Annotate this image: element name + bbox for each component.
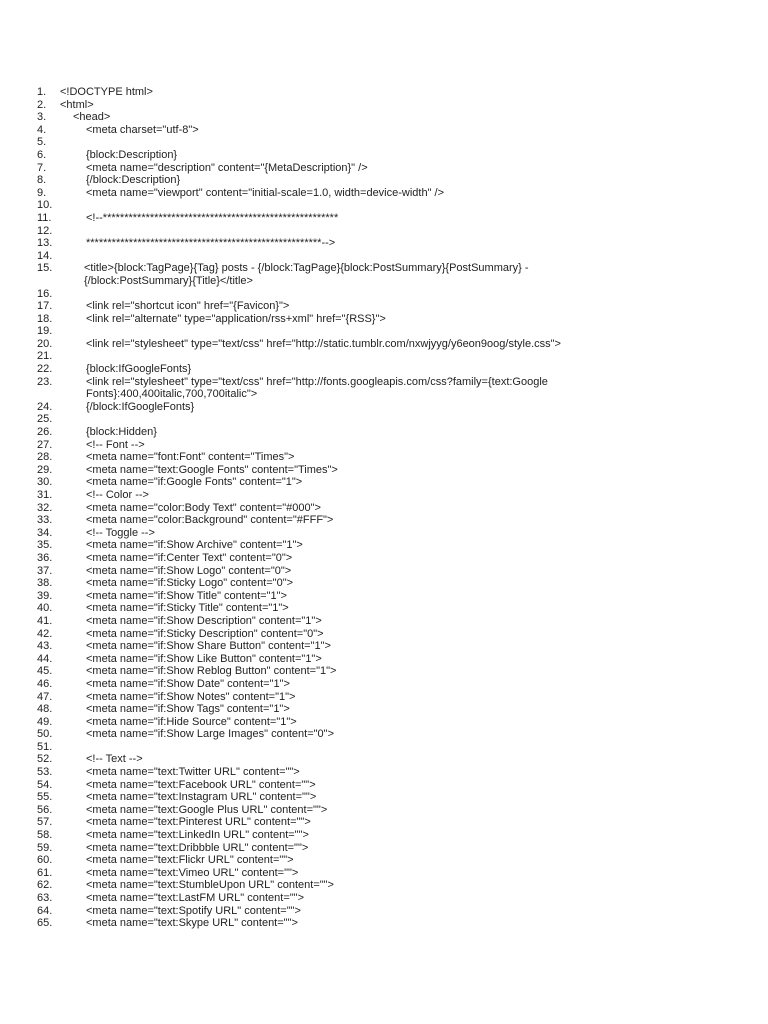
- code-listing: [37, 86, 737, 930]
- code-line: [37, 376, 737, 401]
- line-text: {/block:Description}: [86, 174, 181, 187]
- line-text: <meta name="if:Show Reblog Button" content="1">: [86, 665, 337, 678]
- line-text: <link rel="stylesheet" type="text/css" href="http://fonts.googleapis.com/css?family={text:Google Fonts}:400,400italic,700,700italic">: [86, 375, 548, 401]
- line-text: <meta name="text:Vimeo URL" content="">: [86, 866, 299, 879]
- line-number: 30.: [37, 476, 53, 489]
- line-number: 5.: [37, 136, 47, 149]
- code-line: [37, 514, 737, 527]
- line-number: 23.: [37, 375, 53, 388]
- line-text: <meta name="text:Skype URL" content="">: [86, 917, 298, 930]
- code-line: [37, 464, 737, 477]
- line-number: 11.: [37, 211, 52, 224]
- line-text: {block:Description}: [86, 148, 178, 161]
- line-text: <!-- Text -->: [86, 753, 143, 766]
- line-number: 39.: [37, 589, 53, 602]
- line-number: 19.: [37, 325, 53, 338]
- line-text: <meta name="if:Show Notes" content="1">: [86, 690, 296, 703]
- line-text: <head>: [73, 111, 111, 124]
- line-text: <meta name="if:Center Text" content="0">: [86, 551, 293, 564]
- line-text: <meta name="text:Facebook URL" content="">: [86, 778, 316, 791]
- code-line: [37, 288, 737, 301]
- line-number: 44.: [37, 652, 53, 665]
- code-line: [37, 779, 737, 792]
- line-text: <meta name="text:Pinterest URL" content="">: [86, 816, 311, 829]
- code-line: [37, 854, 737, 867]
- code-line: [37, 212, 737, 225]
- code-line: [37, 590, 737, 603]
- code-line: [37, 250, 737, 263]
- line-number: 35.: [37, 539, 53, 552]
- line-text: <!DOCTYPE html>: [60, 86, 153, 98]
- code-line: [37, 867, 737, 880]
- code-line: [37, 124, 737, 137]
- line-text: {/block:IfGoogleFonts}: [86, 400, 195, 413]
- line-text: <meta name="if:Show Tags" content="1">: [86, 703, 290, 716]
- code-line: [37, 401, 737, 414]
- line-text: <meta name="if:Show Description" content="1">: [86, 614, 322, 627]
- line-text: <meta name="text:Spotify URL" content="">: [86, 904, 301, 917]
- code-line: [37, 678, 737, 691]
- code-line: [37, 313, 737, 326]
- line-number: 21.: [37, 350, 53, 363]
- line-number: 1.: [37, 86, 47, 98]
- code-line: [37, 791, 737, 804]
- line-number: 24.: [37, 400, 53, 413]
- line-number: 10.: [37, 199, 53, 212]
- line-text: <meta name="if:Show Share Button" content="1">: [86, 640, 331, 653]
- line-number: 26.: [37, 426, 53, 439]
- code-line: [37, 199, 737, 212]
- line-number: 58.: [37, 829, 53, 842]
- line-number: 47.: [37, 690, 53, 703]
- code-line: [37, 640, 737, 653]
- line-number: 52.: [37, 753, 53, 766]
- code-line: [37, 565, 737, 578]
- line-text: <meta name="text:Google Fonts" content="Times">: [86, 463, 338, 476]
- code-line: [37, 149, 737, 162]
- code-line: [37, 111, 737, 124]
- line-number: 57.: [37, 816, 53, 829]
- code-line: [37, 766, 737, 779]
- line-number: 48.: [37, 703, 53, 716]
- line-number: 56.: [37, 803, 53, 816]
- line-number: 13.: [37, 237, 53, 250]
- code-line: [37, 804, 737, 817]
- line-text: <meta name="text:Twitter URL" content="">: [86, 766, 300, 779]
- line-number: 49.: [37, 715, 53, 728]
- line-number: 51.: [37, 740, 53, 753]
- line-number: 42.: [37, 627, 53, 640]
- line-text: <meta name="font:Font" content="Times">: [86, 451, 295, 464]
- line-text: *******************************************************-->: [86, 237, 336, 250]
- line-number: 32.: [37, 501, 53, 514]
- code-line: [37, 539, 737, 552]
- line-text: <meta name="text:StumbleUpon URL" content="">: [86, 879, 334, 892]
- line-text: <meta name="text:Google Plus URL" content="">: [86, 803, 328, 816]
- line-number: 54.: [37, 778, 53, 791]
- line-number: 65.: [37, 917, 53, 930]
- line-number: 45.: [37, 665, 53, 678]
- line-text: <meta name="text:Dribbble URL" content="">: [86, 841, 309, 854]
- line-number: 55.: [37, 791, 53, 804]
- line-number: 22.: [37, 363, 53, 376]
- code-line: [37, 703, 737, 716]
- line-text: <meta name="color:Background" content="#FFF">: [86, 514, 334, 527]
- line-number: 12.: [37, 224, 53, 237]
- line-number: 6.: [37, 148, 47, 161]
- code-line: [37, 350, 737, 363]
- code-line: [37, 628, 737, 641]
- line-text: <meta name="if:Show Like Button" content="1">: [86, 652, 322, 665]
- line-text: <meta name="color:Body Text" content="#000">: [86, 501, 321, 514]
- code-line: [37, 653, 737, 666]
- line-number: 4.: [37, 123, 47, 136]
- line-text: <meta name="if:Sticky Logo" content="0">: [86, 577, 294, 590]
- line-text: <meta name="description" content="{MetaDescription}" />: [86, 161, 368, 174]
- code-line: [37, 615, 737, 628]
- code-line: [37, 716, 737, 729]
- line-text: <link rel="shortcut icon" href="{Favicon}">: [86, 300, 290, 313]
- line-number: 14.: [37, 249, 53, 262]
- line-text: <meta name="if:Hide Source" content="1">: [86, 715, 297, 728]
- code-line: [37, 413, 737, 426]
- code-line: [37, 917, 737, 930]
- code-line: [37, 86, 737, 99]
- line-text: <meta name="if:Sticky Title" content="1">: [86, 602, 289, 615]
- line-text: <meta name="if:Show Archive" content="1">: [86, 539, 303, 552]
- line-number: 63.: [37, 892, 53, 904]
- line-number: 8.: [37, 174, 47, 187]
- line-number: 33.: [37, 514, 53, 527]
- line-text: <link rel="alternate" type="application/rss+xml" href="{RSS}">: [86, 312, 386, 325]
- code-line: [37, 426, 737, 439]
- line-text: <meta name="if:Show Title" content="1">: [86, 589, 287, 602]
- line-text: <meta name="if:Sticky Description" content="0">: [86, 627, 324, 640]
- line-text: <meta name="text:LinkedIn URL" content="">: [86, 829, 309, 842]
- line-text: {block:Hidden}: [86, 426, 157, 439]
- code-line: [37, 99, 737, 112]
- line-number: 62.: [37, 879, 53, 892]
- code-line: [37, 665, 737, 678]
- code-line: [37, 691, 737, 704]
- line-text: <meta name="if:Show Logo" content="0">: [86, 564, 292, 577]
- code-line: [37, 162, 737, 175]
- line-number: 46.: [37, 677, 53, 690]
- line-number: 43.: [37, 640, 53, 653]
- line-number: 20.: [37, 337, 53, 350]
- code-line: [37, 262, 737, 287]
- code-line: [37, 225, 737, 238]
- line-number: 64.: [37, 904, 53, 917]
- code-line: [37, 174, 737, 187]
- code-line: [37, 577, 737, 590]
- code-line: [37, 892, 737, 905]
- line-text: <meta name="viewport" content="initial-scale=1.0, width=device-width" />: [86, 186, 445, 199]
- code-line: [37, 338, 737, 351]
- line-text: <!-- Font -->: [86, 438, 145, 451]
- code-line: [37, 879, 737, 892]
- line-text: {block:IfGoogleFonts}: [86, 363, 192, 376]
- line-number: 37.: [37, 564, 53, 577]
- line-text: <!--*******************************************************: [86, 211, 339, 224]
- code-line: [37, 489, 737, 502]
- code-line: [37, 905, 737, 918]
- line-text: <meta name="text:LastFM URL" content="">: [86, 892, 305, 904]
- line-number: 53.: [37, 766, 53, 779]
- line-number: 18.: [37, 312, 53, 325]
- line-text: <meta name="if:Google Fonts" content="1">: [86, 476, 303, 489]
- line-number: 28.: [37, 451, 53, 464]
- line-text: <meta name="if:Show Large Images" content="0">: [86, 728, 334, 741]
- line-number: 34.: [37, 526, 53, 539]
- line-number: 2.: [37, 98, 47, 111]
- line-number: 38.: [37, 577, 53, 590]
- code-line: [37, 363, 737, 376]
- line-number: 36.: [37, 551, 53, 564]
- line-text: <title>{block:TagPage}{Tag} posts - {/block:TagPage}{block:PostSummary}{PostSummary} - {/block:PostSummary}{Title}</title>: [84, 262, 529, 287]
- line-number: 60.: [37, 854, 53, 867]
- code-line: [37, 439, 737, 452]
- line-number: 7.: [37, 161, 47, 174]
- code-line: [37, 300, 737, 313]
- line-number: 50.: [37, 728, 53, 741]
- line-text: <meta name="if:Show Date" content="1">: [86, 677, 290, 690]
- line-number: 27.: [37, 438, 53, 451]
- code-line: [37, 741, 737, 754]
- line-number: 17.: [37, 300, 53, 313]
- code-line: [37, 476, 737, 489]
- line-number: 3.: [37, 111, 47, 124]
- code-line: [37, 187, 737, 200]
- line-number: 61.: [37, 866, 53, 879]
- code-line: [37, 502, 737, 515]
- line-number: 29.: [37, 463, 53, 476]
- line-text: <!-- Color -->: [86, 489, 149, 501]
- code-line: [37, 816, 737, 829]
- line-number: 31.: [37, 489, 53, 501]
- code-line: [37, 325, 737, 338]
- code-line: [37, 753, 737, 766]
- line-number: 59.: [37, 841, 53, 854]
- line-number: 40.: [37, 602, 53, 615]
- line-number: 15.: [37, 262, 53, 275]
- code-line: [37, 451, 737, 464]
- line-text: <meta name="text:Flickr URL" content="">: [86, 854, 294, 867]
- code-line: [37, 136, 737, 149]
- line-text: <link rel="stylesheet" type="text/css" href="http://static.tumblr.com/nxwjyyg/y6eon9oog/style.css">: [86, 337, 561, 350]
- line-text: <!-- Toggle -->: [86, 526, 155, 539]
- line-text: <html>: [60, 98, 94, 111]
- line-text: <meta charset="utf-8">: [86, 123, 199, 136]
- code-line: [37, 237, 737, 250]
- line-number: 9.: [37, 186, 47, 199]
- line-number: 16.: [37, 287, 53, 300]
- code-line: [37, 842, 737, 855]
- code-line: [37, 829, 737, 842]
- code-line: [37, 527, 737, 540]
- code-line: [37, 728, 737, 741]
- code-line: [37, 602, 737, 615]
- line-number: 25.: [37, 413, 53, 426]
- line-number: 41.: [37, 614, 53, 627]
- code-line: [37, 552, 737, 565]
- line-text: <meta name="text:Instagram URL" content="">: [86, 791, 317, 804]
